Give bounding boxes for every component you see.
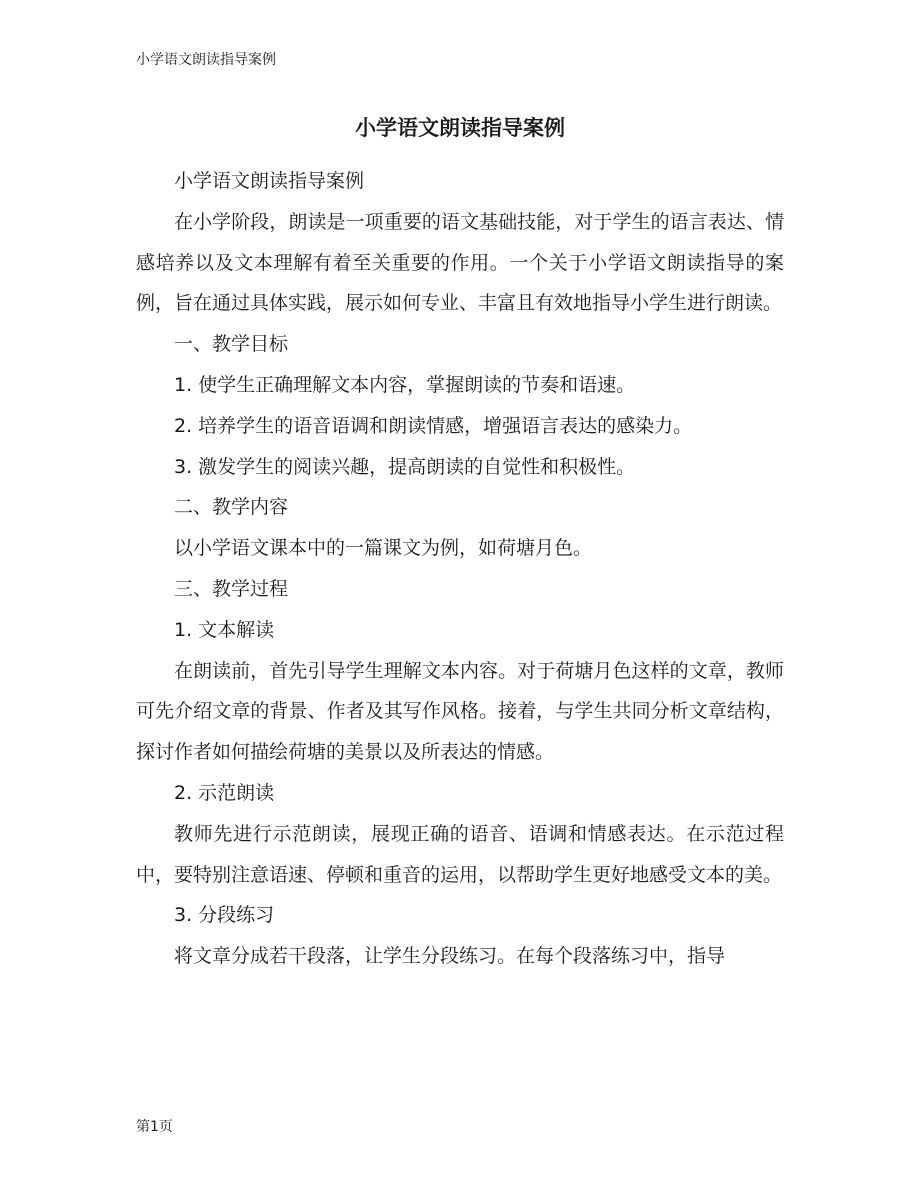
page-number: 第1页	[136, 1119, 173, 1135]
list-item-goal-1: 1. 使学生正确理解文本内容，掌握朗读的节奏和语速。	[174, 373, 636, 396]
section-heading-goals: 一、教学目标	[174, 333, 289, 356]
section-heading-process: 三、教学过程	[174, 577, 289, 600]
paragraph-intro: 在小学阶段，朗读是一项重要的语文基础技能，对于学生的语言表达、情感培养以及文本理解有着至关重要的作用。一个关于小学语文朗读指导的案例，旨在通过具体实践，展示如何专业、丰富且有效地指导小学生进行朗读。	[136, 210, 784, 315]
paragraph-content: 以小学语文课本中的一篇课文为例，如荷塘月色。	[174, 537, 593, 560]
subheading-demo-reading: 2. 示范朗读	[174, 781, 275, 804]
paragraph-demo-reading: 教师先进行示范朗读，展现正确的语音、语调和情感表达。在示范过程中，要特别注意语速、停顿和重音的运用，以帮助学生更好地感受文本的美。	[136, 822, 784, 886]
list-item-goal-3: 3. 激发学生的阅读兴趣，提高朗读的自觉性和积极性。	[174, 455, 636, 478]
section-heading-content: 二、教学内容	[174, 496, 289, 519]
subheading-text-reading: 1. 文本解读	[174, 618, 275, 641]
document-body	[136, 161, 784, 977]
page-title: 小学语文朗读指导案例	[355, 115, 565, 140]
paragraph-segment-practice: 将文章分成若干段落，让学生分段练习。在每个段落练习中，指导	[174, 945, 726, 968]
paragraph-text-reading: 在朗读前，首先引导学生理解文本内容。对于荷塘月色这样的文章，教师可先介绍文章的背景、作者及其写作风格。接着，与学生共同分析文章结构，探讨作者如何描绘荷塘的美景以及所表达的情感。	[136, 659, 784, 764]
list-item-goal-2: 2. 培养学生的语音语调和朗读情感，增强语言表达的感染力。	[174, 414, 693, 437]
subheading-segment-practice: 3. 分段练习	[174, 904, 275, 927]
paragraph-subtitle: 小学语文朗读指导案例	[174, 170, 365, 192]
running-header: 小学语文朗读指导案例	[136, 52, 276, 68]
